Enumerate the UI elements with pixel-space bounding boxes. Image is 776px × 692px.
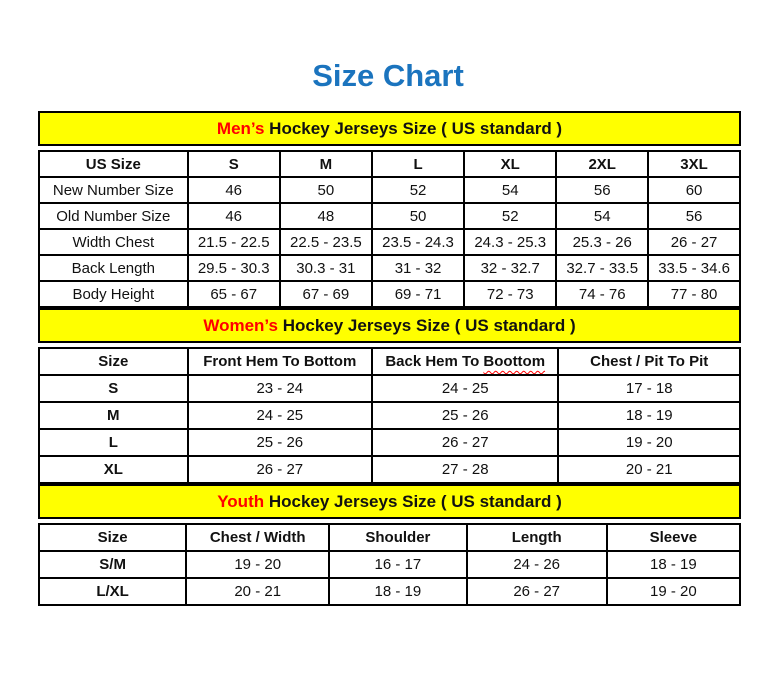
row-label: New Number Size <box>39 177 188 203</box>
table-cell: 20 - 21 <box>558 456 740 483</box>
table-row <box>39 255 740 281</box>
table-cell: 65 - 67 <box>188 281 280 307</box>
table-cell: 23.5 - 24.3 <box>372 229 464 255</box>
column-header <box>372 348 558 375</box>
table-cell: 56 <box>556 177 648 203</box>
row-label: S <box>39 375 188 402</box>
table-cell: 19 - 20 <box>607 578 740 605</box>
section-banner-youth <box>38 484 741 519</box>
table-cell: 19 - 20 <box>186 551 329 578</box>
table-row <box>39 429 740 456</box>
table-cell: 33.5 - 34.6 <box>648 255 740 281</box>
table-cell: 24 - 26 <box>467 551 607 578</box>
table-cell: 26 - 27 <box>372 429 558 456</box>
table-cell: 18 - 19 <box>329 578 466 605</box>
column-header: XL <box>464 151 556 177</box>
row-label: Old Number Size <box>39 203 188 229</box>
table-cell: 30.3 - 31 <box>280 255 372 281</box>
size-chart-document <box>0 58 776 606</box>
table-row <box>39 203 740 229</box>
table-cell: 69 - 71 <box>372 281 464 307</box>
column-header: Length <box>467 524 607 551</box>
table-cell: 25 - 26 <box>372 402 558 429</box>
table-cell: 20 - 21 <box>186 578 329 605</box>
column-header: Size <box>39 348 188 375</box>
table-cell: 16 - 17 <box>329 551 466 578</box>
column-header: Chest / Width <box>186 524 329 551</box>
youth-size-table <box>38 523 741 606</box>
table-row <box>39 456 740 483</box>
table-cell: 24 - 25 <box>372 375 558 402</box>
table-row <box>39 375 740 402</box>
table-cell: 54 <box>556 203 648 229</box>
table-cell: 21.5 - 22.5 <box>188 229 280 255</box>
column-header: 2XL <box>556 151 648 177</box>
table-cell: 18 - 19 <box>558 402 740 429</box>
table-cell: 27 - 28 <box>372 456 558 483</box>
row-label: XL <box>39 456 188 483</box>
header-row-youth <box>39 524 740 551</box>
table-cell: 25.3 - 26 <box>556 229 648 255</box>
table-cell: 24 - 25 <box>188 402 372 429</box>
banner-text-mens: Hockey Jerseys Size ( US standard ) <box>264 119 563 138</box>
table-row <box>39 229 740 255</box>
row-label: S/M <box>39 551 186 578</box>
table-row <box>39 177 740 203</box>
table-row <box>39 551 740 578</box>
column-header-text: Back Hem To <box>385 353 484 370</box>
header-row-mens <box>39 151 740 177</box>
table-cell: 26 - 27 <box>467 578 607 605</box>
table-cell: 22.5 - 23.5 <box>280 229 372 255</box>
banner-highlight-mens: Men’s <box>216 119 265 138</box>
size-tables-container <box>38 111 741 606</box>
table-cell: 25 - 26 <box>188 429 372 456</box>
row-label: L/XL <box>39 578 186 605</box>
column-header: Shoulder <box>329 524 466 551</box>
table-cell: 32.7 - 33.5 <box>556 255 648 281</box>
column-header: Sleeve <box>607 524 740 551</box>
table-cell: 56 <box>648 203 740 229</box>
table-cell: 26 - 27 <box>188 456 372 483</box>
column-header: US Size <box>39 151 188 177</box>
banner-text-youth: Hockey Jerseys Size ( US standard ) <box>264 492 562 511</box>
table-cell: 32 - 32.7 <box>464 255 556 281</box>
column-header: 3XL <box>648 151 740 177</box>
row-label: M <box>39 402 188 429</box>
row-label: Width Chest <box>39 229 188 255</box>
row-label: Back Length <box>39 255 188 281</box>
row-label: L <box>39 429 188 456</box>
table-cell: 17 - 18 <box>558 375 740 402</box>
table-cell: 60 <box>648 177 740 203</box>
column-header: Size <box>39 524 186 551</box>
table-cell: 31 - 32 <box>372 255 464 281</box>
table-cell: 18 - 19 <box>607 551 740 578</box>
column-header: Chest / Pit To Pit <box>558 348 740 375</box>
column-header: L <box>372 151 464 177</box>
table-cell: 74 - 76 <box>556 281 648 307</box>
banner-text-womens: Hockey Jerseys Size ( US standard ) <box>277 316 576 335</box>
womens-size-table <box>38 347 741 484</box>
row-label: Body Height <box>39 281 188 307</box>
table-cell: 77 - 80 <box>648 281 740 307</box>
table-cell: 48 <box>280 203 372 229</box>
table-row <box>39 281 740 307</box>
table-cell: 29.5 - 30.3 <box>188 255 280 281</box>
table-cell: 52 <box>464 203 556 229</box>
table-cell: 24.3 - 25.3 <box>464 229 556 255</box>
table-cell: 50 <box>372 203 464 229</box>
table-cell: 46 <box>188 203 280 229</box>
table-row <box>39 578 740 605</box>
table-cell: 54 <box>464 177 556 203</box>
section-banner-mens <box>38 111 741 146</box>
misspelled-word: Boottom <box>483 353 546 370</box>
table-cell: 19 - 20 <box>558 429 740 456</box>
table-cell: 72 - 73 <box>464 281 556 307</box>
column-header: M <box>280 151 372 177</box>
header-row-womens <box>39 348 740 375</box>
section-banner-womens <box>38 308 741 343</box>
column-header: Front Hem To Bottom <box>188 348 372 375</box>
table-cell: 67 - 69 <box>280 281 372 307</box>
table-row <box>39 402 740 429</box>
banner-highlight-youth: Youth <box>217 492 265 511</box>
column-header: S <box>188 151 280 177</box>
banner-highlight-womens: Women’s <box>203 316 278 335</box>
table-cell: 26 - 27 <box>648 229 740 255</box>
table-cell: 50 <box>280 177 372 203</box>
table-cell: 23 - 24 <box>188 375 372 402</box>
mens-size-table <box>38 150 741 308</box>
table-cell: 46 <box>188 177 280 203</box>
table-cell: 52 <box>372 177 464 203</box>
page-title: Size Chart <box>312 58 464 93</box>
